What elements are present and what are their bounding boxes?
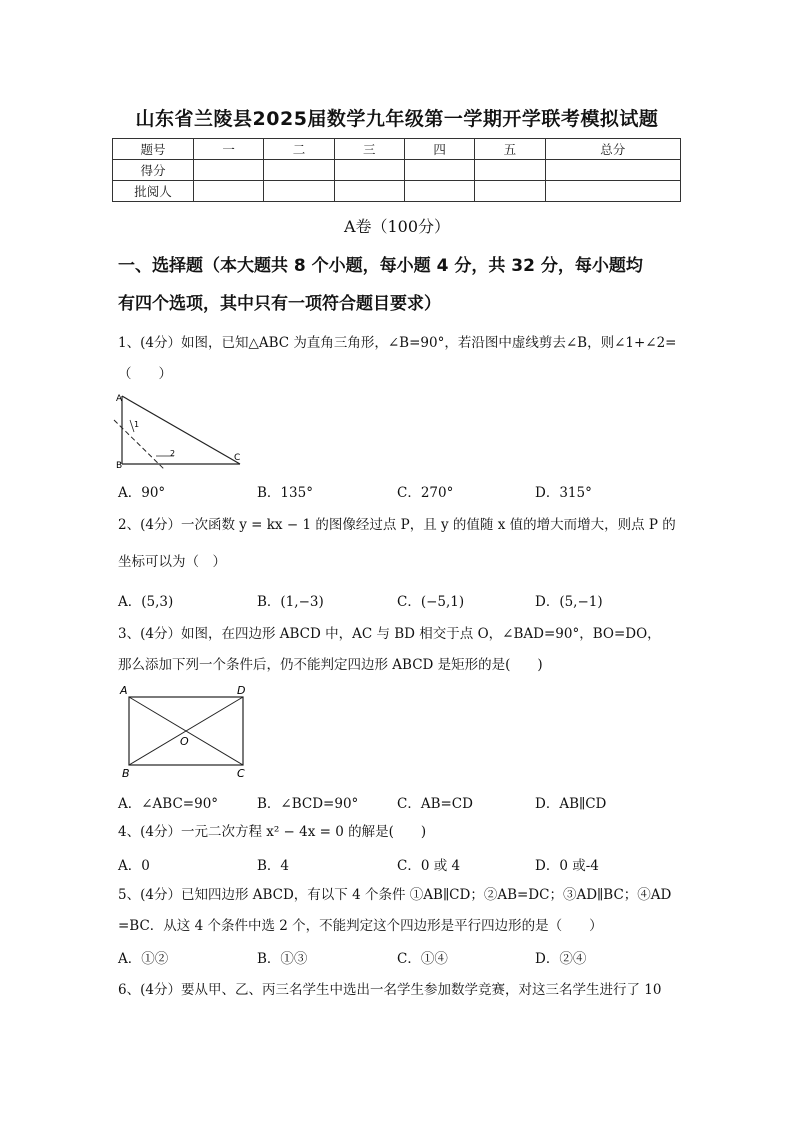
question-4-option-b: B．4 — [257, 858, 290, 874]
table-cell — [264, 160, 334, 181]
section-title-line1: 一、选择题（本大题共 8 个小题，每小题 4 分，共 32 分，每小题均 — [118, 256, 643, 276]
question-1-stem-line1: 1、(4分）如图，已知△ABC 为直角三角形，∠B=90°，若沿图中虚线剪去∠B，则∠1+∠2= — [118, 335, 677, 351]
question-1-option-b: B．135° — [257, 485, 313, 501]
question-1-option-c: C．270° — [397, 485, 454, 501]
question-5-option-c: C．①④ — [397, 951, 448, 967]
question-2-option-c: C．(−5,1) — [397, 594, 465, 610]
question-3-option-a: A．∠ABC=90° — [118, 796, 219, 812]
table-cell — [334, 160, 404, 181]
table-cell: 五 — [475, 139, 545, 160]
table-cell: 三 — [334, 139, 404, 160]
question-2-stem-line1: 2、(4分）一次函数 y = kx − 1 的图像经过点 P，且 y 的值随 x 值的增大而增大，则点 P 的 — [118, 517, 676, 533]
table-cell: 二 — [264, 139, 334, 160]
figure-label-a: A — [116, 394, 123, 404]
table-row — [113, 160, 681, 181]
table-cell — [334, 181, 404, 202]
table-cell — [194, 160, 264, 181]
table-cell — [404, 181, 474, 202]
question-1-option-a: A．90° — [118, 485, 166, 501]
question-2-stem-line2: 坐标可以为（ ） — [118, 554, 226, 570]
question-3-option-d: D．AB∥CD — [535, 796, 607, 812]
figure-label-d: D — [237, 684, 246, 697]
question-5-stem-line2: =BC．从这 4 个条件中选 2 个，不能判定这个四边形是平行四边形的是（ ） — [118, 918, 603, 934]
question-4-stem-line1: 4、(4分）一元二次方程 x² − 4x = 0 的解是( ) — [118, 824, 427, 840]
question-5-option-b: B．①③ — [257, 951, 308, 967]
question-4-option-a: A．0 — [118, 858, 150, 874]
volume-label: A卷（100分） — [343, 217, 451, 236]
question-1-figure — [112, 390, 252, 470]
question-5-option-d: D．②④ — [535, 951, 587, 967]
score-table — [112, 138, 681, 202]
question-3-stem-line1: 3、(4分）如图，在四边形 ABCD 中，AC 与 BD 相交于点 O，∠BAD=90°，BO=DO， — [118, 626, 661, 642]
question-1-stem-line2: （ ） — [118, 366, 172, 382]
question-1-option-d: D．315° — [535, 485, 592, 501]
score-table-header-row — [113, 139, 681, 160]
question-2-option-d: D．(5,−1) — [535, 594, 603, 610]
section-title-line2: 有四个选项，其中只有一项符合题目要求） — [118, 294, 441, 314]
figure-label-c: C — [237, 767, 245, 780]
table-cell: 得分 — [113, 160, 194, 181]
question-6-stem-line1: 6、(4分）要从甲、乙、丙三名学生中选出一名学生参加数学竞赛，对这三名学生进行了 10 — [118, 982, 662, 998]
figure-label-o: O — [180, 735, 189, 748]
table-cell — [404, 160, 474, 181]
question-3-option-c: C．AB=CD — [397, 796, 473, 812]
question-5-stem-line1: 5、(4分）已知四边形 ABCD，有以下 4 个条件 ①AB∥CD；②AB=DC；③AD∥BC；④AD — [118, 887, 672, 903]
table-cell: 总分 — [545, 139, 680, 160]
question-4-option-c: C．0 或 4 — [397, 858, 461, 874]
table-cell — [194, 181, 264, 202]
question-2-option-b: B．(1,−3) — [257, 594, 324, 610]
table-cell — [545, 160, 680, 181]
table-cell — [264, 181, 334, 202]
table-cell — [475, 181, 545, 202]
question-3-figure — [116, 682, 256, 780]
figure-label-angle-2: 2 — [170, 449, 176, 458]
exam-title: 山东省兰陵县2025届数学九年级第一学期开学联考模拟试题 — [135, 108, 659, 130]
figure-label-b: B — [116, 461, 123, 470]
table-cell: 四 — [404, 139, 474, 160]
figure-label-b: B — [122, 767, 130, 780]
question-2-option-a: A．(5,3) — [118, 594, 174, 610]
question-5-option-a: A．①② — [118, 951, 169, 967]
table-cell — [545, 181, 680, 202]
question-4-option-d: D．0 或-4 — [535, 858, 599, 874]
figure-label-angle-1: 1 — [134, 420, 140, 429]
question-3-option-b: B．∠BCD=90° — [257, 796, 359, 812]
figure-label-c: C — [234, 453, 241, 463]
table-cell: 批阅人 — [113, 181, 194, 202]
table-row — [113, 181, 681, 202]
table-cell — [475, 160, 545, 181]
question-3-stem-line2: 那么添加下列一个条件后，仍不能判定四边形 ABCD 是矩形的是( ) — [118, 657, 543, 673]
table-cell: 一 — [194, 139, 264, 160]
table-cell: 题号 — [113, 139, 194, 160]
figure-label-a: A — [120, 684, 128, 697]
